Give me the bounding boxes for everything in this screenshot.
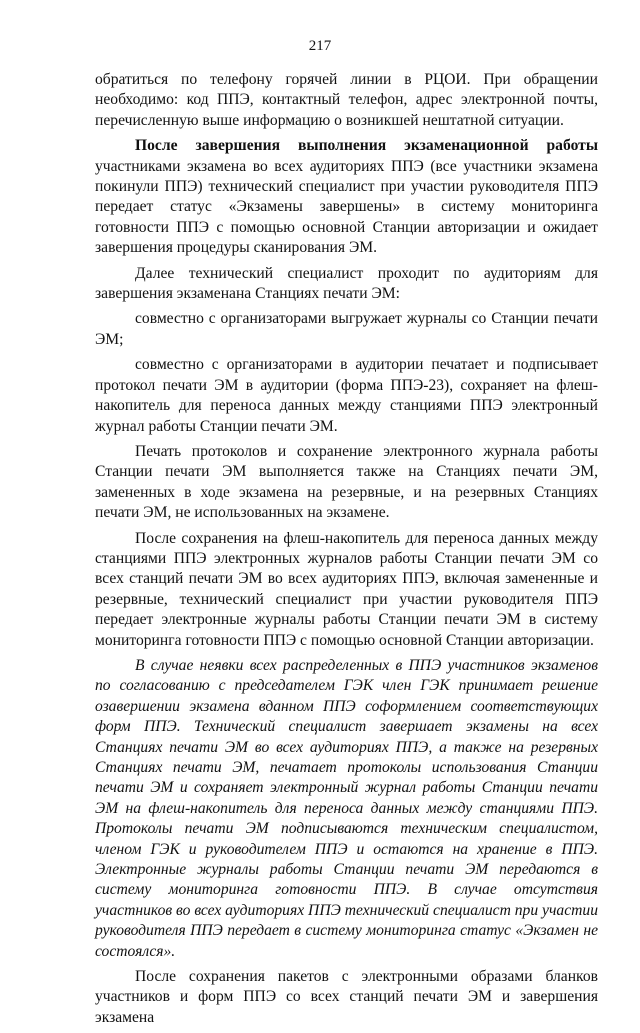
- paragraph: [95, 656, 598, 962]
- paragraph: [95, 264, 598, 305]
- text-run: В случае неявки всех распределенных в ППЭ участников экзаменов по согласованию с председателем ГЭК член ГЭК принимает решение озавершении экзамена вданном ППЭ соформлением соответствующих форм ППЭ. Технический специалист завершает экзамены на всех Станциях печати ЭМ во всех аудиториях ППЭ, а также на резервных Станциях печати ЭМ, печатает протоколы использования Станции печати ЭМ и сохраняет электронный журнал работы Станции печати ЭМ на флеш-накопитель для переноса данных между станциями ППЭ. Протоколы печати ЭМ подписываются техническим специалистом, членом ГЭК и руководителем ППЭ и остаются на хранение в ППЭ. Электронные журналы работы Станции печати ЭМ передаются в систему мониторинга готовности ППЭ. В случае отсутствия участников во всех аудиториях ППЭ технический специалист при участии руководителя ППЭ передает в систему мониторинга статус «Экзамен не состоялся».: [95, 656, 598, 960]
- paragraph: [95, 529, 598, 651]
- paragraph: [95, 70, 598, 131]
- text-run: совместно с организаторами в аудитории печатает и подписывает протокол печати ЭМ в аудитории (форма ППЭ-23), сохраняет на флеш-накопитель для переноса данных между станциями ППЭ электронный журнал работы Станции печати ЭМ.: [95, 356, 598, 435]
- paragraph: [95, 967, 598, 1028]
- paragraph: [95, 136, 598, 258]
- text-run: участниками экзамена во всех аудиториях ППЭ (все участники экзамена покинули ППЭ) технический специалист при участии руководителя ППЭ передает статус «Экзамены завершены» в систему мониторинга готовности ППЭ с помощью основной Станции авторизации и ожидает завершения процедуры сканирования ЭМ.: [95, 157, 598, 257]
- text-run: После сохранения на флеш-накопитель для переноса данных между станциями ППЭ электронных журналов работы Станции печати ЭМ со всех станций печати ЭМ во всех аудиториях ППЭ, включая замененные и резервные, технический специалист при участии руководителя ППЭ передает электронные журналы работы Станции печати ЭМ в систему мониторинга готовности ППЭ с помощью основной Станции авторизации.: [95, 529, 598, 649]
- body-text: [95, 70, 598, 1033]
- paragraph: [95, 355, 598, 437]
- text-run: Далее технический специалист проходит по аудиториям для завершения экзаменана Станциях печати ЭМ:: [95, 264, 598, 303]
- paragraph: [95, 309, 598, 350]
- text-run: совместно с организаторами выгружает журналы со Станции печати ЭМ;: [95, 310, 598, 348]
- text-run: Печать протоколов и сохранение электронного журнала работы Станции печати ЭМ выполняется также на Станциях печати ЭМ, замененных в ходе экзамена на резервные, и на резервных Станциях печати ЭМ, не использованных на экзамене.: [95, 442, 598, 522]
- text-run: После сохранения пакетов с электронными образами бланков участников и форм ППЭ со всех станций печати ЭМ и завершения экзамена: [95, 968, 598, 1026]
- bold-run: После завершения выполнения экзаменационной работы: [135, 137, 598, 155]
- paragraph: [95, 442, 598, 524]
- page-number: 217: [308, 38, 332, 54]
- text-run: обратиться по телефону горячей линии в РЦОИ. При обращении необходимо: код ППЭ, контактный телефон, адрес электронной почты, перечисленную выше информацию о возникшей нештатной ситуации.: [95, 71, 598, 129]
